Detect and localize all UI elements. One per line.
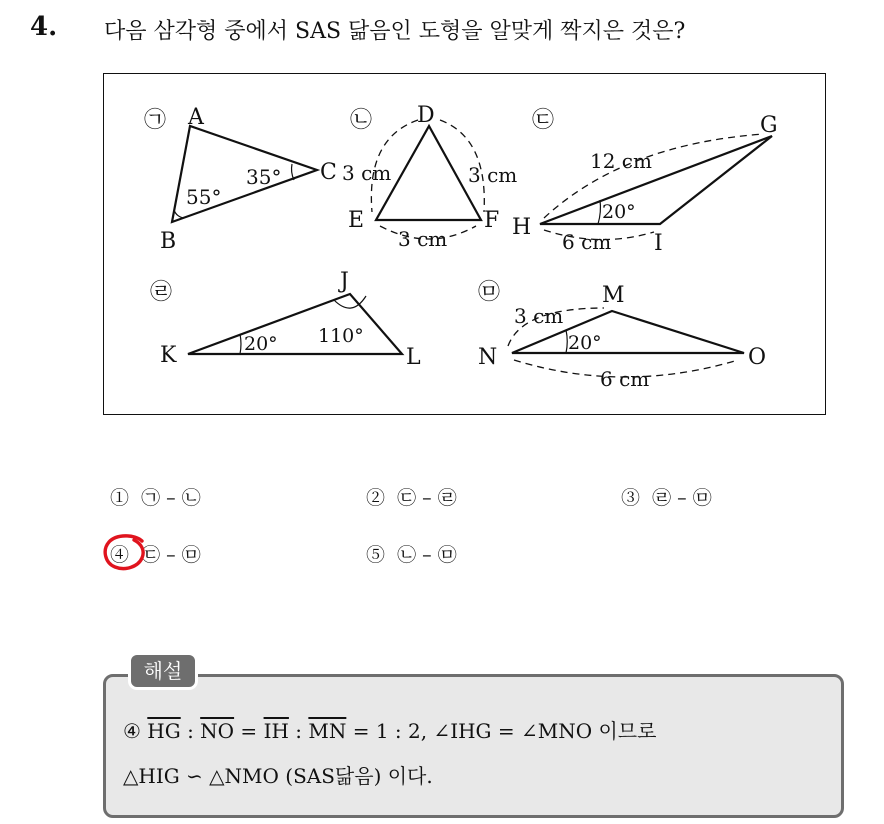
choice-4-number: ④ — [110, 544, 130, 566]
vertex-c: C — [320, 160, 337, 185]
solution-line-1: ④ $\overline{HG}$ : $\overline{NO} = \overline{IH}$ : $\overline{MN} = 1$ : 2, ∠IHG = ∠MNO 이므로 — [123, 719, 657, 743]
vertex-f: F — [484, 208, 500, 233]
side-no-6cm: 6 cm — [600, 367, 650, 391]
vertex-g: G — [760, 113, 778, 138]
figure-box — [103, 73, 826, 415]
choice-1-number: ① — [110, 487, 130, 509]
question-number: 4. — [30, 12, 58, 42]
answer-circle-mark — [102, 532, 146, 572]
vertex-h: H — [512, 215, 532, 240]
choice-2-number: ② — [366, 487, 386, 509]
solution-box — [103, 674, 844, 818]
vertex-d: D — [417, 103, 435, 128]
side-nm-3cm: 3 cm — [514, 304, 564, 328]
choice-3-text: ㉣ – ㉤ — [652, 487, 712, 509]
choice-2[interactable] — [366, 483, 457, 510]
choice-5[interactable] — [366, 540, 457, 567]
angle-k-20: 20° — [244, 333, 278, 355]
choice-4-text: ㉢ – ㉤ — [141, 544, 201, 566]
vertex-m: M — [602, 283, 625, 308]
vertex-a: A — [188, 105, 204, 130]
figure-label-3: ㉢ — [532, 108, 555, 133]
choice-1-text: ㉠ – ㉡ — [141, 487, 201, 509]
vertex-b: B — [160, 229, 177, 254]
figure-label-2: ㉡ — [350, 108, 373, 133]
solution-tag: 해설 — [128, 652, 198, 690]
solution-line-2: △HIG ∽ △NMO (SAS닮음) 이다. — [123, 764, 433, 788]
side-hi-6cm: 6 cm — [562, 230, 612, 254]
vertex-i: I — [654, 231, 663, 256]
triangle-mno — [478, 280, 766, 391]
vertex-l: L — [406, 345, 421, 370]
vertex-j: J — [340, 269, 349, 294]
side-ef-3cm: 3 cm — [398, 227, 448, 251]
choice-1[interactable] — [110, 483, 201, 510]
figure-label-5: ㉤ — [478, 280, 501, 305]
triangle-abc — [144, 105, 337, 254]
angle-h-20: 20° — [602, 201, 636, 223]
triangle-def — [342, 103, 517, 251]
angle-j-110: 110° — [318, 325, 364, 347]
vertex-o: O — [748, 345, 767, 370]
figure-label-1: ㉠ — [144, 108, 167, 133]
vertex-e: E — [348, 208, 365, 233]
side-df-3cm: 3 cm — [468, 163, 518, 187]
angle-c-35: 35° — [246, 165, 282, 189]
angle-b-55: 55° — [186, 185, 222, 209]
figure-label-4: ㉣ — [150, 280, 173, 305]
choice-5-number: ⑤ — [366, 544, 386, 566]
choice-2-text: ㉢ – ㉣ — [397, 487, 457, 509]
triangle-jkl — [150, 269, 421, 370]
vertex-k: K — [160, 343, 177, 368]
choice-3[interactable] — [621, 483, 712, 510]
vertex-n: N — [478, 345, 498, 370]
side-hg-12cm: 12 cm — [590, 149, 652, 173]
triangle-ghi — [512, 108, 778, 256]
choice-3-number: ③ — [621, 487, 641, 509]
angle-n-20: 20° — [568, 332, 602, 354]
choice-5-text: ㉡ – ㉤ — [397, 544, 457, 566]
side-de-3cm: 3 cm — [342, 161, 392, 185]
question-text: 다음 삼각형 중에서 SAS 닮음인 도형을 알맞게 짝지은 것은? — [104, 19, 686, 44]
